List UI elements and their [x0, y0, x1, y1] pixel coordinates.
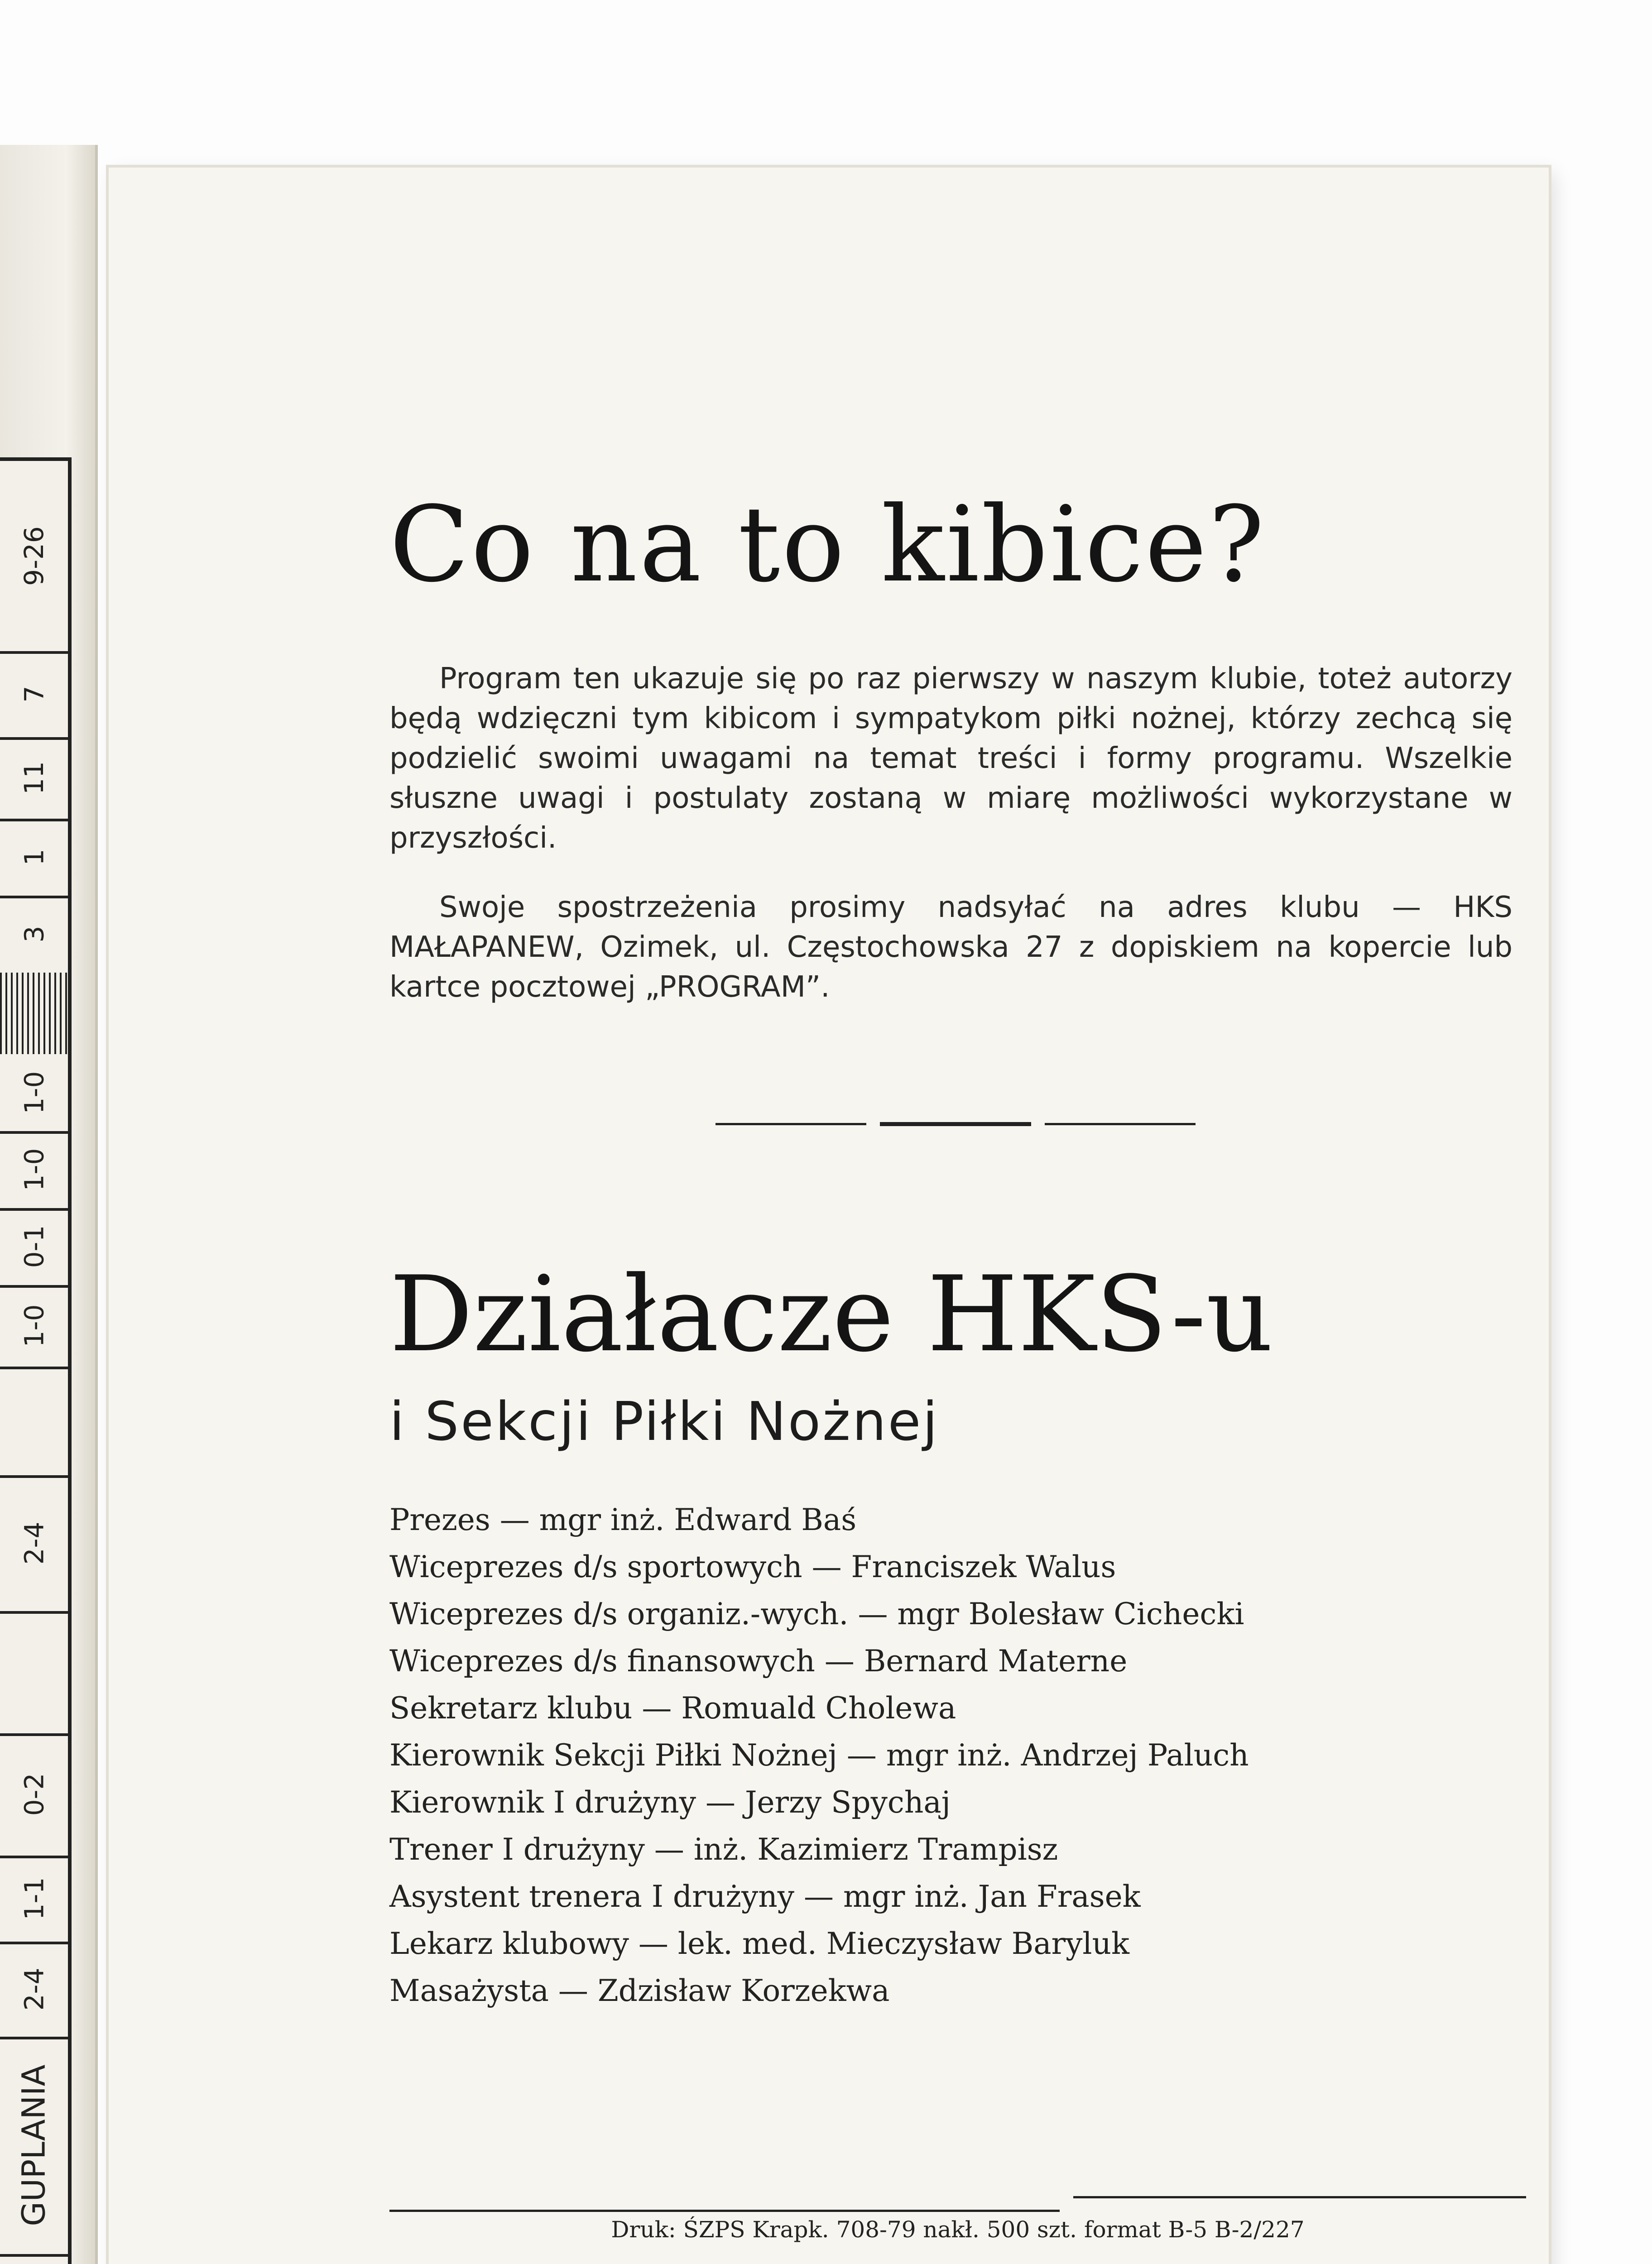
document-page: [109, 168, 1549, 2264]
hatched-cell: [0, 973, 68, 1054]
list-item: Wiceprezes d/s finansowych — Bernard Materne: [389, 1644, 1128, 1679]
table-cell: 2-4: [0, 1475, 68, 1614]
table-cell: 1-0: [0, 1285, 68, 1369]
separator-line: [716, 1123, 866, 1125]
list-item: Trener I drużyny — inż. Kazimierz Trampisz: [389, 1832, 1058, 1867]
list-item: Masażysta — Zdzisław Korzekwa: [389, 1973, 890, 2008]
table-cell: 9-26: [0, 461, 68, 654]
score-table-strip: [0, 457, 72, 2264]
paragraph-address: Swoje spostrzeżenia prosimy nadsyłać na adres klubu — HKS MAŁAPANEW, Ozimek, ul. Częstochowska 27 z dopiskiem na kopercie lub kartce pocztowej „PROGRAM”.: [389, 891, 1513, 1004]
table-cell: 3: [0, 896, 68, 975]
table-cell: 2-4: [0, 1942, 68, 2039]
paragraph-intro: Program ten ukazuje się po raz pierwszy w naszym klubie, toteż autorzy będą wdzięczni tym kibicom i sympatykom piłki nożnej, którzy zechcą się podzielić swoimi uwagami na temat treści i formy programu. Wszelkie słuszne uwagi i postulaty zostaną w miarę możliwości wykorzystane w przyszłości.: [389, 662, 1513, 855]
table-cell: 11: [0, 737, 68, 821]
footer-rule: [1073, 2196, 1526, 2198]
left-page-edge: [0, 145, 98, 2264]
officials-list: [389, 1497, 1513, 2015]
section-subtitle: i Sekcji Piłki Nożnej: [389, 1390, 940, 1453]
list-item: Wiceprezes d/s sportowych — Franciszek Walus: [389, 1549, 1116, 1584]
separator-line: [1045, 1123, 1196, 1125]
table-cell: GUPLANIA: [0, 2037, 68, 2257]
table-cell: 1: [0, 819, 68, 898]
list-item: Kierownik Sekcji Piłki Nożnej — mgr inż. Andrzej Paluch: [389, 1738, 1249, 1773]
section-separator: [716, 1123, 1196, 1126]
table-cell: 0-1: [0, 1208, 68, 1288]
table-cell: 0-2: [0, 1733, 68, 1858]
table-cell: 1-0: [0, 1054, 68, 1134]
section-title-dzialacze: Działacze HKS-u: [389, 1254, 1273, 1375]
section-title-kibice: Co na to kibice?: [389, 484, 1266, 605]
list-item: Lekarz klubowy — lek. med. Mieczysław Baryluk: [389, 1926, 1129, 1961]
table-cell: 7: [0, 651, 68, 740]
footer-rule: [389, 2210, 1060, 2212]
separator-line: [880, 1122, 1031, 1126]
list-item: Asystent trenera I drużyny — mgr inż. Jan Frasek: [389, 1879, 1141, 1914]
table-cell: [0, 2254, 68, 2264]
list-item: Prezes — mgr inż. Edward Baś: [389, 1502, 857, 1537]
print-info: Druk: ŚZPS Krapk. 708-79 nakł. 500 szt. format B-5 B-2/227: [611, 2216, 1305, 2243]
list-item: Wiceprezes d/s organiz.-wych. — mgr Bolesław Cichecki: [389, 1597, 1244, 1631]
table-cell: [0, 1611, 68, 1736]
table-cell: 1-1: [0, 1856, 68, 1944]
list-item: Kierownik I drużyny — Jerzy Spychaj: [389, 1785, 951, 1820]
table-cell: 1-0: [0, 1131, 68, 1211]
list-item: Sekretarz klubu — Romuald Cholewa: [389, 1691, 956, 1726]
table-cell: [0, 1367, 68, 1478]
